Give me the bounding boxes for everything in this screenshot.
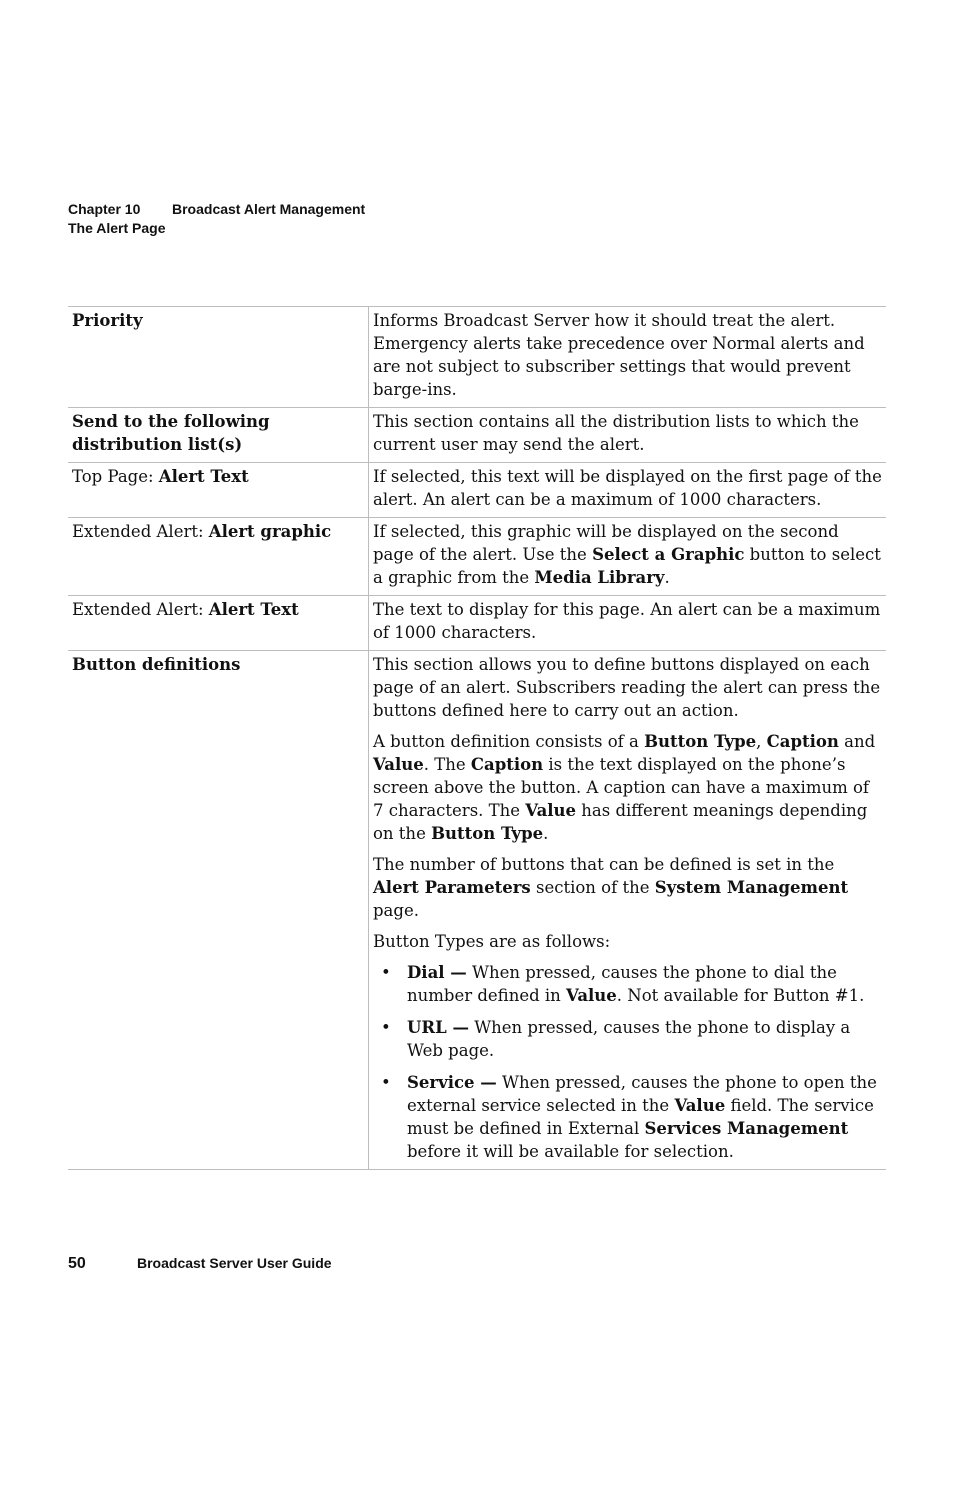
paragraph: The number of buttons that can be defined is set in the Alert Parameters section of the System Management page. [373, 855, 849, 920]
field-description: The text to display for this page. An alert can be a maximum of 1000 characters. [369, 596, 887, 651]
running-header [68, 200, 365, 238]
table-row [68, 651, 886, 1170]
field-label: Priority [68, 307, 369, 408]
table-row [68, 463, 886, 518]
table-row [68, 518, 886, 596]
paragraph: Button Types are as follows: [373, 932, 611, 951]
table-row [68, 408, 886, 463]
field-description [369, 651, 887, 1170]
field-label: Top Page: Alert Text [68, 463, 369, 518]
list-item: • URL — When pressed, causes the phone to display a Web page. [407, 1016, 882, 1062]
field-description-table [68, 306, 886, 1170]
paragraph: This section allows you to define buttons displayed on each page of an alert. Subscribers reading the alert can press the buttons defined here to carry out an action. [373, 655, 881, 720]
table-row [68, 596, 886, 651]
chapter-title: Broadcast Alert Management [172, 201, 366, 217]
field-label: Send to the following distribution list(s) [68, 408, 369, 463]
field-description: If selected, this graphic will be displayed on the second page of the alert. Use the Select a Graphic button to select a graphic from the Media Library. [369, 518, 887, 596]
field-description: This section contains all the distribution lists to which the current user may send the alert. [369, 408, 887, 463]
field-label: Extended Alert: Alert graphic [68, 518, 369, 596]
chapter-number: Chapter 10 [68, 201, 141, 217]
button-types-list [373, 961, 882, 1163]
field-label: Extended Alert: Alert Text [68, 596, 369, 651]
running-footer [68, 1255, 332, 1273]
paragraph: A button definition consists of a Button Type, Caption and Value. The Caption is the text displayed on the phone’s screen above the button. A caption can have a maximum of 7 characters. The Value has different meanings depending on the Button Type. [373, 732, 876, 843]
page-number: 50 [68, 1255, 86, 1272]
field-label: Button definitions [68, 651, 369, 1170]
field-description: Informs Broadcast Server how it should treat the alert. Emergency alerts take precedence over Normal alerts and are not subject to subscriber settings that would prevent barge-ins. [369, 307, 887, 408]
guide-title: Broadcast Server User Guide [137, 1255, 332, 1271]
list-item: • Dial — When pressed, causes the phone to dial the number defined in Value. Not available for Button #1. [407, 961, 882, 1007]
table-row [68, 307, 886, 408]
section-title: The Alert Page [68, 220, 166, 236]
field-description: If selected, this text will be displayed on the first page of the alert. An alert can be a maximum of 1000 characters. [369, 463, 887, 518]
list-item: • Service — When pressed, causes the phone to open the external service selected in the Value field. The service must be defined in External Services Management before it will be available for selection. [407, 1071, 882, 1163]
chapter-line [68, 200, 365, 219]
